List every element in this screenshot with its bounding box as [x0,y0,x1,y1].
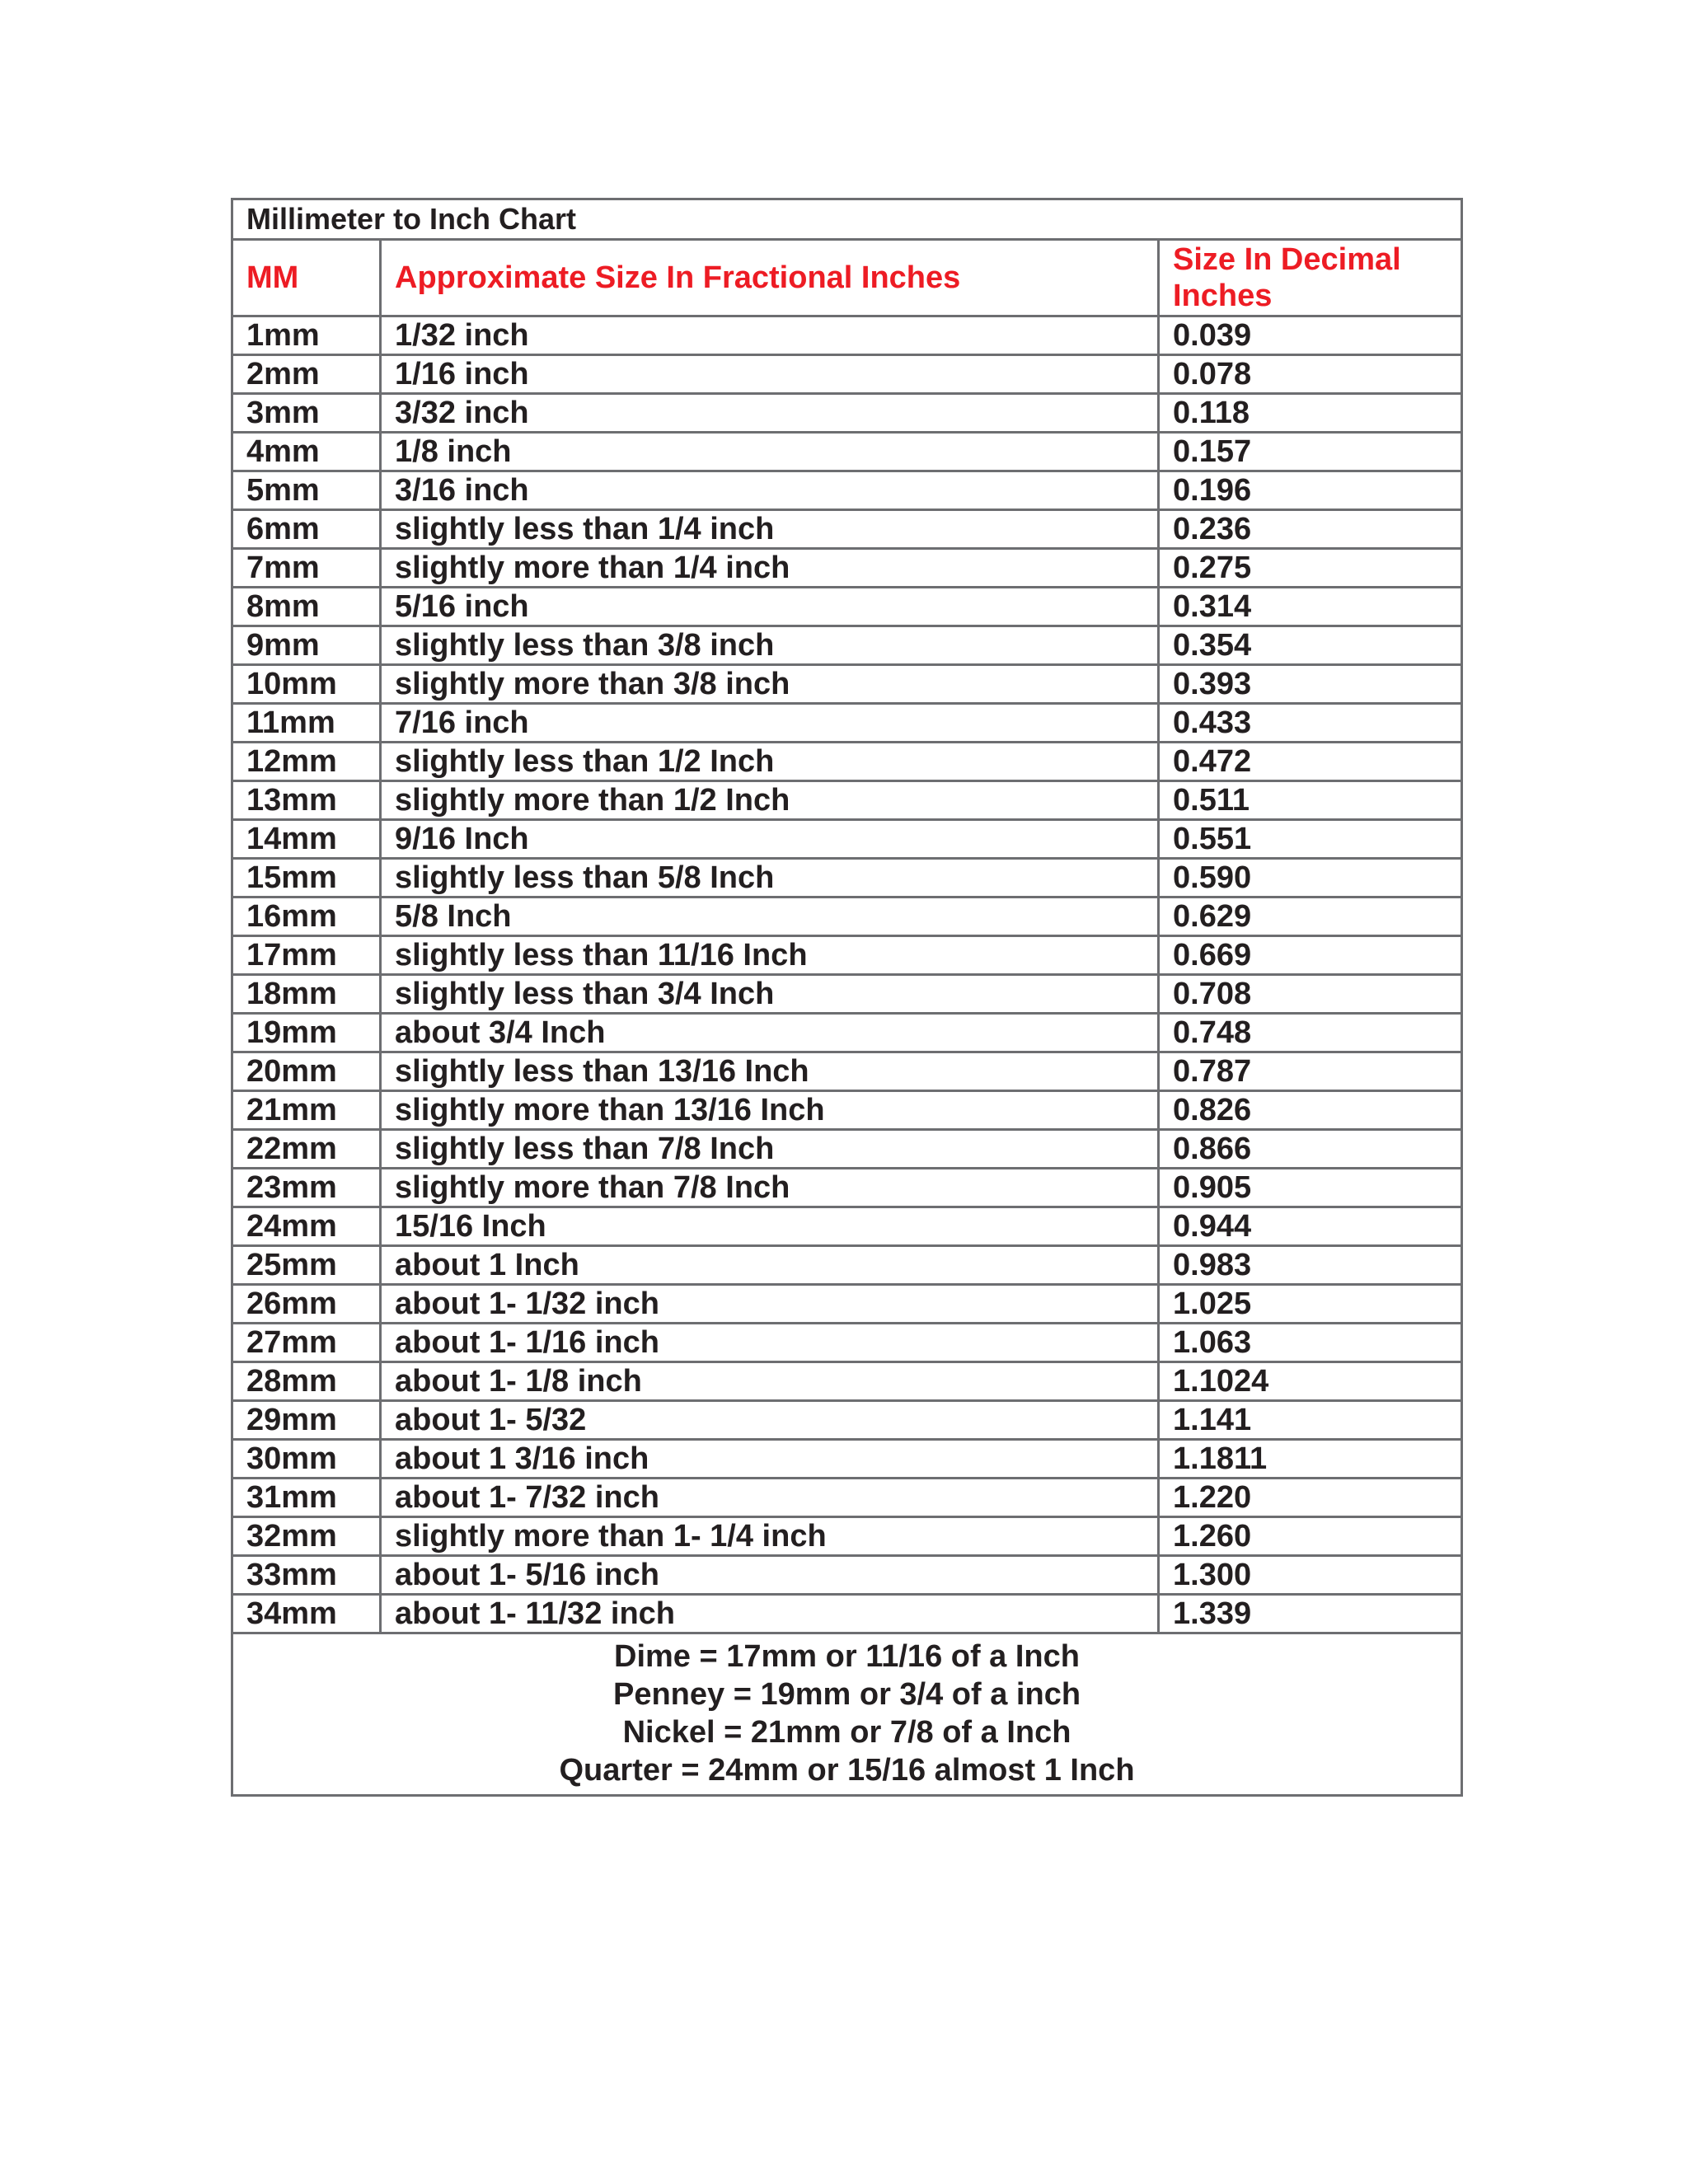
cell-decimal-inches: 0.236 [1159,510,1462,549]
table-row [232,1207,1462,1246]
cell-decimal-inches: 0.078 [1159,355,1462,394]
table-row [232,1130,1462,1169]
cell-decimal-inches: 1.063 [1159,1324,1462,1362]
cell-mm: 31mm [232,1479,381,1517]
cell-fractional-inches: slightly less than 13/16 Inch [381,1052,1159,1091]
cell-mm: 3mm [232,394,381,433]
note-dime: Dime = 17mm or 11/16 of a Inch [614,1639,1080,1674]
table-row [232,1479,1462,1517]
cell-decimal-inches: 0.629 [1159,898,1462,936]
table-row [232,1285,1462,1324]
cell-fractional-inches: slightly more than 7/8 Inch [381,1169,1159,1207]
cell-mm: 34mm [232,1595,381,1633]
cell-fractional-inches: slightly less than 7/8 Inch [381,1130,1159,1169]
cell-mm: 22mm [232,1130,381,1169]
cell-decimal-inches: 0.314 [1159,588,1462,626]
coin-notes-row [232,1633,1462,1796]
cell-decimal-inches: 0.039 [1159,316,1462,355]
cell-mm: 14mm [232,820,381,859]
cell-fractional-inches: about 3/4 Inch [381,1014,1159,1052]
cell-mm: 26mm [232,1285,381,1324]
table-row [232,1362,1462,1401]
cell-mm: 4mm [232,433,381,471]
cell-mm: 13mm [232,781,381,820]
cell-mm: 21mm [232,1091,381,1130]
cell-decimal-inches: 0.748 [1159,1014,1462,1052]
cell-mm: 9mm [232,626,381,665]
cell-fractional-inches: 9/16 Inch [381,820,1159,859]
table-row [232,1169,1462,1207]
cell-mm: 18mm [232,975,381,1014]
cell-decimal-inches: 0.472 [1159,743,1462,781]
cell-fractional-inches: 7/16 inch [381,704,1159,743]
table-row [232,1014,1462,1052]
table-row [232,549,1462,588]
table-row [232,1091,1462,1130]
header-mm: MM [232,240,381,316]
note-nickel: Nickel = 21mm or 7/8 of a Inch [622,1715,1071,1750]
cell-mm: 2mm [232,355,381,394]
cell-fractional-inches: slightly more than 3/8 inch [381,665,1159,704]
coin-notes [232,1633,1462,1796]
cell-mm: 27mm [232,1324,381,1362]
table-row [232,1401,1462,1440]
table-row [232,355,1462,394]
note-quarter: Quarter = 24mm or 15/16 almost 1 Inch [559,1753,1135,1788]
cell-mm: 29mm [232,1401,381,1440]
cell-decimal-inches: 0.551 [1159,820,1462,859]
cell-decimal-inches: 1.260 [1159,1517,1462,1556]
cell-decimal-inches: 0.826 [1159,1091,1462,1130]
cell-fractional-inches: slightly less than 3/8 inch [381,626,1159,665]
cell-fractional-inches: slightly less than 3/4 Inch [381,975,1159,1014]
cell-fractional-inches: slightly more than 13/16 Inch [381,1091,1159,1130]
table-row [232,1595,1462,1633]
cell-fractional-inches: 1/16 inch [381,355,1159,394]
cell-fractional-inches: about 1- 1/16 inch [381,1324,1159,1362]
cell-mm: 7mm [232,549,381,588]
cell-mm: 28mm [232,1362,381,1401]
cell-fractional-inches: slightly more than 1/4 inch [381,549,1159,588]
cell-mm: 10mm [232,665,381,704]
cell-decimal-inches: 0.905 [1159,1169,1462,1207]
cell-decimal-inches: 1.141 [1159,1401,1462,1440]
cell-fractional-inches: slightly less than 5/8 Inch [381,859,1159,898]
table-row [232,626,1462,665]
table-row [232,1440,1462,1479]
cell-decimal-inches: 0.511 [1159,781,1462,820]
cell-decimal-inches: 1.300 [1159,1556,1462,1595]
cell-fractional-inches: slightly more than 1/2 Inch [381,781,1159,820]
table-row [232,665,1462,704]
table-row [232,316,1462,355]
cell-fractional-inches: 3/16 inch [381,471,1159,510]
cell-fractional-inches: about 1- 1/32 inch [381,1285,1159,1324]
cell-decimal-inches: 1.339 [1159,1595,1462,1633]
cell-mm: 5mm [232,471,381,510]
cell-fractional-inches: about 1- 7/32 inch [381,1479,1159,1517]
table-row [232,1324,1462,1362]
cell-decimal-inches: 1.025 [1159,1285,1462,1324]
cell-decimal-inches: 0.275 [1159,549,1462,588]
cell-mm: 24mm [232,1207,381,1246]
note-penney: Penney = 19mm or 3/4 of a inch [612,1677,1081,1712]
cell-decimal-inches: 0.708 [1159,975,1462,1014]
header-decimal-inches: Size In Decimal Inches [1159,240,1462,316]
cell-decimal-inches: 0.866 [1159,1130,1462,1169]
table-row [232,1052,1462,1091]
table-row [232,781,1462,820]
cell-mm: 25mm [232,1246,381,1285]
cell-mm: 11mm [232,704,381,743]
header-fractional-inches: Approximate Size In Fractional Inches [381,240,1159,316]
table-row [232,820,1462,859]
title-row [232,199,1462,240]
cell-decimal-inches: 0.787 [1159,1052,1462,1091]
cell-mm: 30mm [232,1440,381,1479]
cell-fractional-inches: about 1 3/16 inch [381,1440,1159,1479]
cell-mm: 17mm [232,936,381,975]
cell-mm: 19mm [232,1014,381,1052]
cell-decimal-inches: 0.118 [1159,394,1462,433]
table-row [232,510,1462,549]
cell-decimal-inches: 0.944 [1159,1207,1462,1246]
cell-fractional-inches: about 1 Inch [381,1246,1159,1285]
table-row [232,743,1462,781]
table-row [232,588,1462,626]
table-row [232,1246,1462,1285]
cell-mm: 16mm [232,898,381,936]
cell-decimal-inches: 0.983 [1159,1246,1462,1285]
header-row [232,240,1462,316]
cell-decimal-inches: 1.220 [1159,1479,1462,1517]
cell-mm: 33mm [232,1556,381,1595]
cell-mm: 6mm [232,510,381,549]
cell-decimal-inches: 0.157 [1159,433,1462,471]
cell-decimal-inches: 1.1024 [1159,1362,1462,1401]
cell-fractional-inches: 5/8 Inch [381,898,1159,936]
cell-decimal-inches: 0.433 [1159,704,1462,743]
table-row [232,975,1462,1014]
table-row [232,936,1462,975]
cell-decimal-inches: 0.669 [1159,936,1462,975]
table-row [232,433,1462,471]
table-row [232,898,1462,936]
cell-fractional-inches: about 1- 1/8 inch [381,1362,1159,1401]
table-row [232,859,1462,898]
cell-fractional-inches: 1/8 inch [381,433,1159,471]
cell-decimal-inches: 0.393 [1159,665,1462,704]
cell-fractional-inches: 5/16 inch [381,588,1159,626]
cell-fractional-inches: slightly more than 1- 1/4 inch [381,1517,1159,1556]
table-row [232,471,1462,510]
cell-fractional-inches: slightly less than 1/2 Inch [381,743,1159,781]
cell-mm: 20mm [232,1052,381,1091]
table-row [232,1556,1462,1595]
table-row [232,1517,1462,1556]
cell-fractional-inches: about 1- 5/32 [381,1401,1159,1440]
cell-fractional-inches: about 1- 11/32 inch [381,1595,1159,1633]
cell-decimal-inches: 0.196 [1159,471,1462,510]
table-title: Millimeter to Inch Chart [232,199,1462,240]
cell-fractional-inches: slightly less than 1/4 inch [381,510,1159,549]
cell-mm: 1mm [232,316,381,355]
table-row [232,394,1462,433]
cell-fractional-inches: about 1- 5/16 inch [381,1556,1159,1595]
table-row [232,704,1462,743]
cell-mm: 8mm [232,588,381,626]
cell-fractional-inches: 1/32 inch [381,316,1159,355]
cell-decimal-inches: 0.590 [1159,859,1462,898]
cell-mm: 15mm [232,859,381,898]
cell-decimal-inches: 1.1811 [1159,1440,1462,1479]
cell-fractional-inches: 15/16 Inch [381,1207,1159,1246]
cell-decimal-inches: 0.354 [1159,626,1462,665]
cell-mm: 12mm [232,743,381,781]
cell-fractional-inches: 3/32 inch [381,394,1159,433]
cell-mm: 32mm [232,1517,381,1556]
cell-fractional-inches: slightly less than 11/16 Inch [381,936,1159,975]
mm-to-inch-table [231,198,1463,1797]
cell-mm: 23mm [232,1169,381,1207]
